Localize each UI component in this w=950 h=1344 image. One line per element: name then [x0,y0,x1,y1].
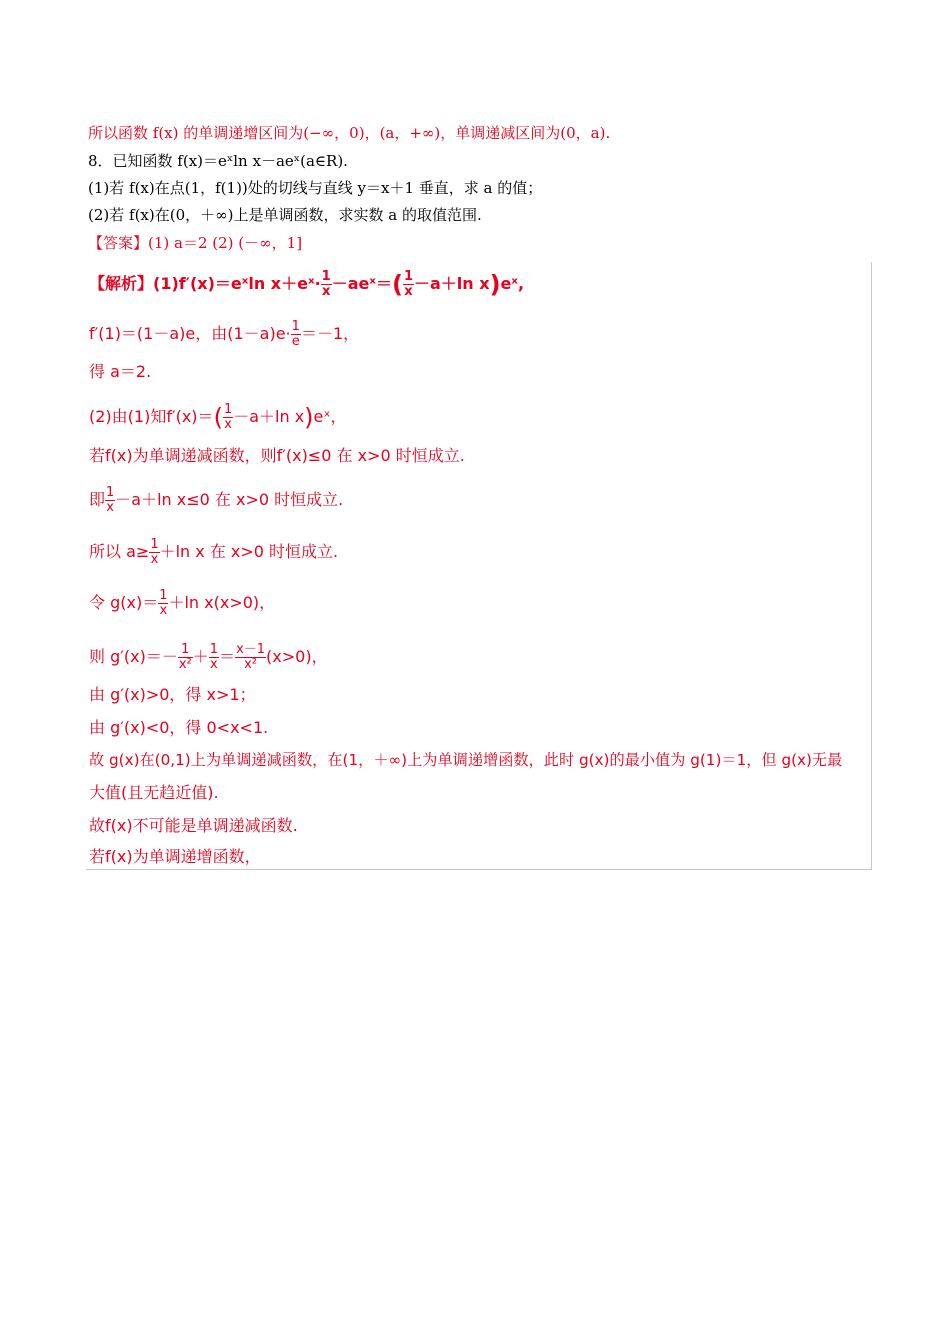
solution-line-1: 【解析】(1)f′(x)＝eˣln x＋eˣ· $\frac{1}{x}$ －aeˣ＝( $\frac{1}{x}$ －a＋ln x)eˣ, [89,269,525,299]
fraction: $\frac{1}{x}$ [321,269,331,299]
solution-box [86,262,872,870]
solution-line-11: 由 g′(x)<0，得 0<x<1. [89,718,269,737]
solution-line-9: 则 g′(x)＝－ $\frac{1}{\text{x²}}$ ＋ $\frac{1}{x}$ ＝ $\frac{x-1}{\text{x²}}$ (x>0)， [89,642,328,672]
fraction: $\frac{1}{x}$ [403,269,413,299]
solution-line-15: 若f(x)为单调递增函数， [89,847,261,866]
solution-line-13: 大值(且无趋近值). [89,783,219,802]
answer-text: (1) a＝2 (2) (－∞，1] [148,234,303,252]
solution-line-12: 故 g(x)在(0,1)上为单调递减函数，在(1，＋∞)上为单调递增函数，此时 g(x)的最小值为 g(1)＝1，但 g(x)无最 [89,751,843,769]
solution-line-14: 故f(x)不可能是单调递减函数. [89,816,298,835]
previous-answer-line: 所以函数 f(x) 的单调递增区间为(−∞，0)，(a，+∞)，单调递减区间为(0，a). [88,124,611,142]
answer-line [88,233,302,253]
fraction: $\frac{1}{x}$ [209,642,219,672]
solution-line-10: 由 g′(x)>0，得 x>1； [89,685,256,704]
solution-line-2: f′(1)＝(1－a)e，由(1－a)e· $\frac{1}{e}$ ＝－1， [89,319,360,349]
solution-tag: 【解析】 [89,274,154,293]
fraction: $\frac{1}{\text{x²}}$ [178,642,192,672]
solution-line-6: 即 $\frac{1}{x}$ －a＋ln x≤0 在 x>0 时恒成立. [89,485,344,515]
fraction: $\frac{1}{x}$ [159,588,168,618]
answer-tag: 【答案】 [88,234,149,252]
fraction: $\frac{1}{e}$ [291,319,300,349]
fraction: $\frac{1}{x}$ [106,485,115,515]
solution-line-7: 所以 a≥ $\frac{1}{x}$ ＋ln x 在 x>0 时恒成立. [89,537,339,567]
question-part-1: (1)若 f(x)在点(1，f(1))处的切线与直线 y＝x＋1 垂直，求 a 的值； [88,179,543,197]
fraction: $\frac{x-1}{\text{x²}}$ [236,642,266,672]
question-stem: 8．已知函数 f(x)＝eˣln x－aeˣ(a∈R). [88,152,348,170]
solution-line-8: 令 g(x)＝ $\frac{1}{x}$ ＋ln x(x>0)， [89,588,276,618]
fraction: $\frac{1}{x}$ [223,402,233,432]
solution-line-3: 得 a＝2. [89,362,152,381]
fraction: $\frac{1}{x}$ [150,537,159,567]
solution-line-4: (2)由(1)知f′(x)＝( $\frac{1}{x}$ －a＋ln x)eˣ， [89,402,347,432]
solution-line-5: 若f(x)为单调递减函数，则f′(x)≤0 在 x>0 时恒成立. [89,446,465,465]
question-part-2: (2)若 f(x)在(0，＋∞)上是单调函数，求实数 a 的取值范围. [88,206,482,224]
